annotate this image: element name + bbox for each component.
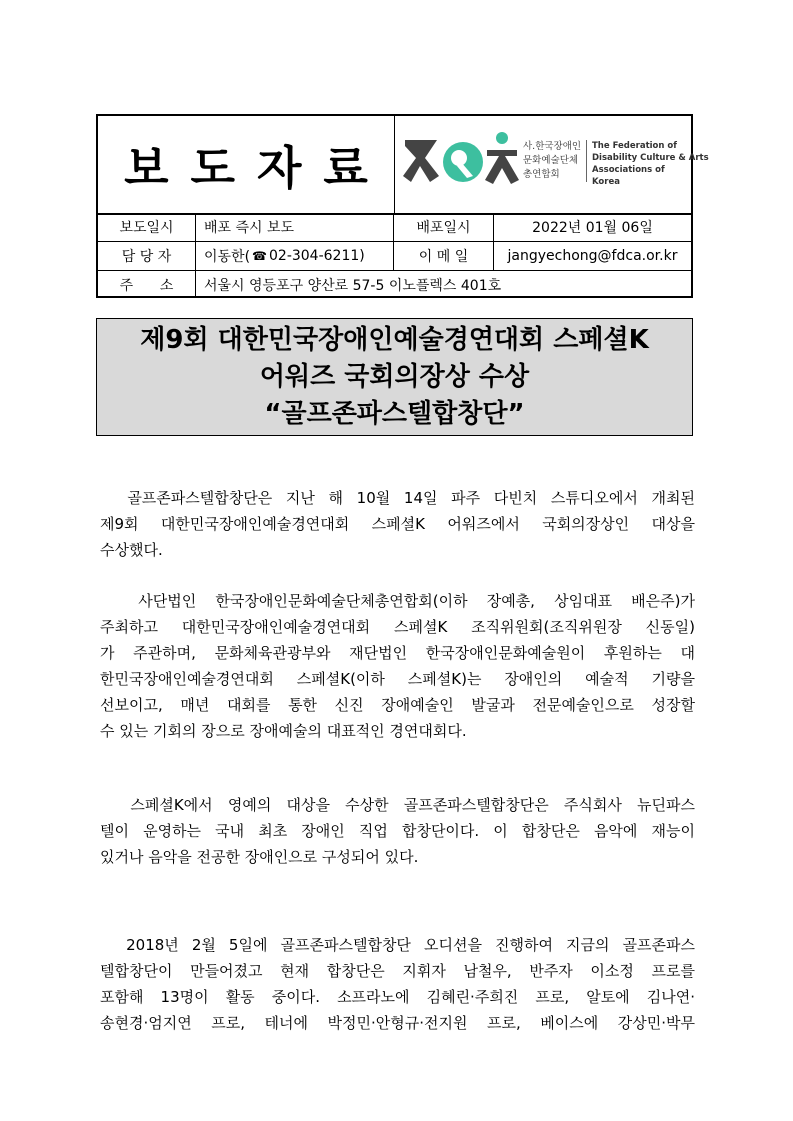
body-line: 송현경·엄지연 프로, 테너에 박정민·안형규·전지원 프로, 베이스에 강상민·박무 [100, 1014, 695, 1032]
release-value: 배포 즉시 보도 [196, 213, 394, 241]
headline-line: “골프존파스텔합창단” [264, 399, 525, 429]
contact-label: 담 당 자 [98, 242, 196, 270]
phone-icon: ☎ [252, 249, 267, 263]
body-line: 가 주관하며, 문화체육관광부와 재단법인 한국장애인문화예술원이 후원하는 대 [100, 644, 695, 662]
distribution-date-value: 2022년 01월 06일 [532, 220, 653, 236]
release-date-row [98, 213, 691, 242]
logo-english-name [592, 140, 709, 188]
body-paragraph-3 [100, 792, 695, 870]
logo-en-line: Associations of [592, 165, 665, 175]
body-line: 주최하고 대한민국장애인예술경연대회 스페셜K 조직위원회(조직위원장 신동일) [100, 618, 695, 636]
headline-line: 어워즈 국회의장상 수상 [259, 362, 530, 392]
logo-en-line: Disability Culture & Arts [592, 153, 709, 163]
contact-name: 이동한( [204, 249, 251, 265]
contact-phone: 02-304-6211) [269, 248, 365, 264]
headline-box [96, 318, 693, 436]
body-line: 제9회 대한민국장애인예술경연대회 스페셜K 어워즈에서 국회의장상인 대상을 [100, 515, 695, 533]
press-release-header-table [96, 114, 709, 298]
email-label: 이 메 일 [394, 242, 494, 270]
body-line: 텔합창단이 만들어졌고 현재 합창단은 지휘자 남철우, 반주자 이소정 프로를 [100, 962, 695, 980]
logo-korean-name [523, 140, 587, 182]
body-line: 포함해 13명이 활동 중이다. 소프라노에 김혜린·주희진 프로, 알토에 김나연· [100, 988, 695, 1006]
logo-ko-line: 문화예술단체 [523, 155, 579, 166]
body-paragraph-2 [100, 588, 695, 744]
document-title: 보도자료 [124, 140, 390, 195]
body-line: 수상했다. [100, 541, 163, 559]
body-line: 텔이 운영하는 국내 최초 장애인 직업 합창단이다. 이 합창단은 음악에 재능이 [100, 822, 695, 840]
body-line: 한민국장애인예술경연대회 스페셜K(이하 스페셜K)는 장애인의 예술적 기량을 [100, 670, 695, 688]
body-line: 2018년 2월 5일에 골프존파스텔합창단 오디션을 진행하여 지금의 골프존파스 [100, 936, 695, 954]
address-label: 주 소 [98, 271, 196, 298]
body-line: 선보이고, 매년 대회를 통한 신진 장애예술인 발굴과 전문예술인으로 성장할 [100, 696, 695, 714]
body-line: 사단법인 한국장애인문화예술단체총연합회(이하 장예총, 상임대표 배은주)가 [100, 592, 695, 610]
logo-en-line: Korea [592, 177, 620, 187]
organization-logo [395, 116, 709, 213]
body-paragraph-1 [100, 485, 695, 563]
logo-ko-line: 사.한국장애인 [523, 141, 582, 152]
email-value: jangyechong@fdca.or.kr [507, 248, 678, 264]
body-line: 있거나 음악을 전공한 장애인으로 구성되어 있다. [100, 848, 419, 866]
body-line: 스페셜K에서 영예의 대상을 수상한 골프존파스텔합창단은 주식회사 뉴딘파스 [100, 796, 695, 814]
body-line: 골프존파스텔합창단은 지난 해 10월 14일 파주 다빈치 스튜디오에서 개최된 [100, 489, 695, 507]
contact-row [98, 242, 691, 271]
title-row [98, 116, 709, 215]
logo-en-line: The Federation of [592, 141, 677, 151]
body-line: 수 있는 기회의 장으로 장애예술의 대표적인 경연대회다. [100, 722, 467, 740]
logo-mark-icon [403, 132, 521, 194]
body-paragraph-4 [100, 932, 695, 1036]
contact-value [196, 242, 394, 270]
logo-ko-line: 총연합회 [523, 169, 560, 180]
distribution-date-label: 배포일시 [394, 213, 494, 241]
address-row [98, 271, 691, 298]
headline-line: 제9회 대한민국장애인예술경연대회 스페셜K [140, 325, 649, 355]
address-value: 서울시 영등포구 양산로 57-5 이노플렉스 401호 [204, 277, 502, 294]
release-label: 보도일시 [98, 213, 196, 241]
title-cell [98, 116, 395, 213]
